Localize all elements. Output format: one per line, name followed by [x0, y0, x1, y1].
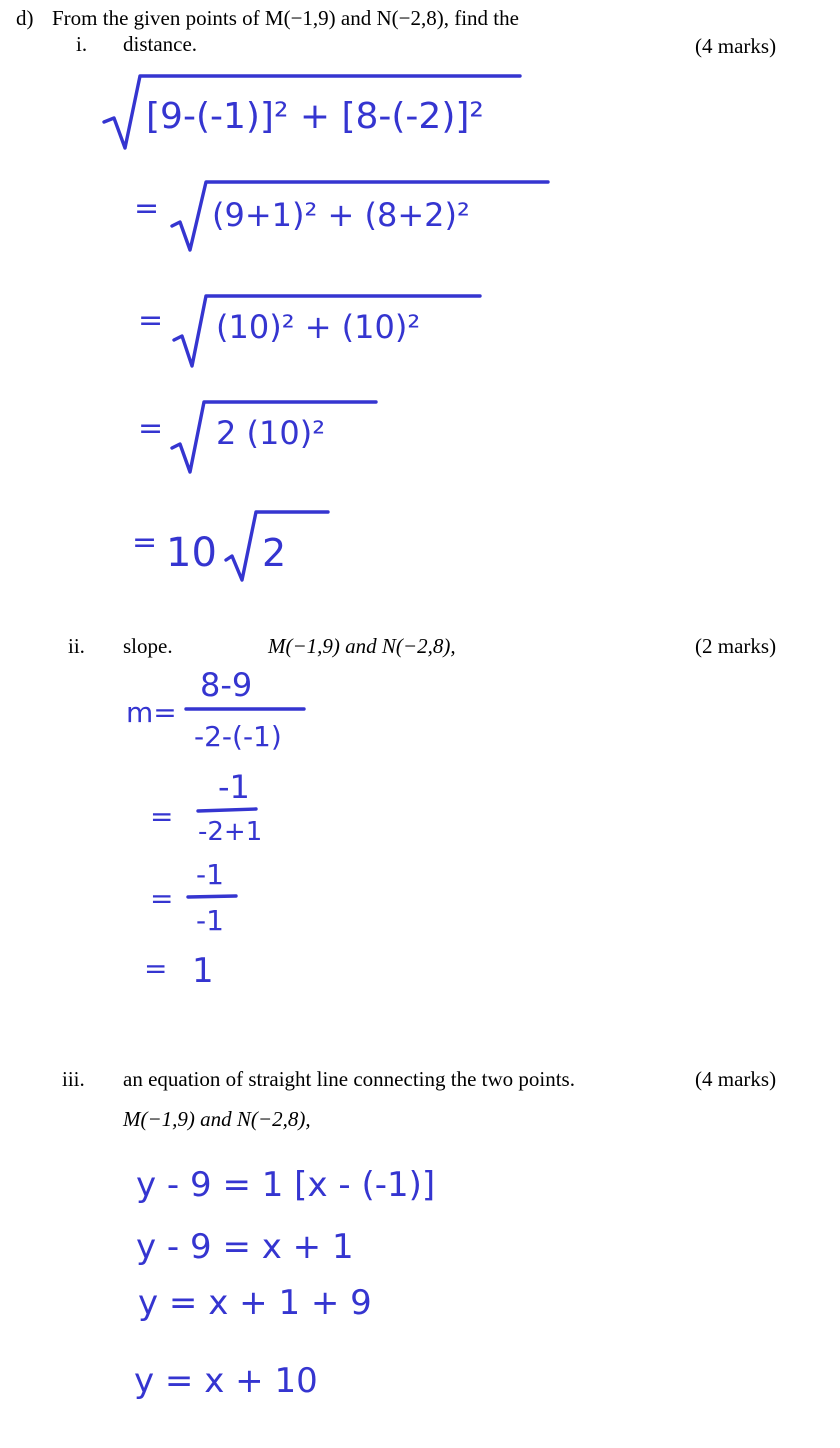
- part-iii-title: an equation of straight line connecting the two points.: [123, 1067, 575, 1091]
- fraction-numerator: 8-9: [200, 666, 253, 704]
- slope-result: 1: [192, 951, 214, 991]
- part-ii-points: M(−1,9) and N(−2,8),: [268, 634, 456, 658]
- fraction-numerator: -1: [218, 768, 250, 806]
- work-line: y = x + 10: [134, 1361, 318, 1401]
- part-i-number: i.: [76, 32, 88, 56]
- part-ii-number: ii.: [68, 634, 85, 658]
- equals-sign: =: [150, 800, 174, 833]
- work-line: [9-(-1)]² + [8-(-2)]²: [146, 96, 484, 137]
- fraction-denominator: -1: [196, 904, 224, 937]
- fraction-numerator: -1: [196, 858, 224, 891]
- part-ii-marks: (2 marks): [695, 634, 777, 658]
- work-line: y - 9 = 1 [x - (-1)]: [136, 1165, 436, 1205]
- part-iii-points: M(−1,9) and N(−2,8),: [123, 1107, 311, 1131]
- work-line: y - 9 = x + 1: [136, 1227, 354, 1267]
- fraction-bar: [198, 809, 256, 811]
- slope-label: m=: [126, 696, 177, 729]
- equals-sign: =: [150, 882, 174, 915]
- equals-sign: =: [138, 303, 164, 338]
- work-line: 2: [262, 531, 287, 575]
- work-line: (10)² + (10)²: [216, 308, 421, 346]
- equals-sign: =: [134, 191, 160, 226]
- work-line: 2 (10)²: [216, 414, 326, 452]
- question-label: d): [16, 6, 34, 30]
- fraction-denominator: -2-(-1): [194, 720, 282, 753]
- question-stem: From the given points of M(−1,9) and N(−2,8), find the: [52, 6, 519, 30]
- part-i-marks: (4 marks): [695, 34, 777, 58]
- work-line: y = x + 1 + 9: [138, 1283, 372, 1323]
- part-ii-title: slope.: [123, 634, 173, 658]
- fraction-denominator: -2+1: [198, 817, 263, 847]
- fraction-bar: [188, 896, 236, 897]
- equals-sign: =: [138, 411, 164, 446]
- part-iii-number: iii.: [62, 1067, 85, 1091]
- work-line: (9+1)² + (8+2)²: [212, 196, 470, 234]
- part-iii-marks: (4 marks): [695, 1067, 777, 1091]
- equals-sign: =: [144, 952, 168, 985]
- part-i-title: distance.: [123, 32, 198, 56]
- work-line: 10: [166, 530, 217, 576]
- equals-sign: =: [132, 525, 158, 560]
